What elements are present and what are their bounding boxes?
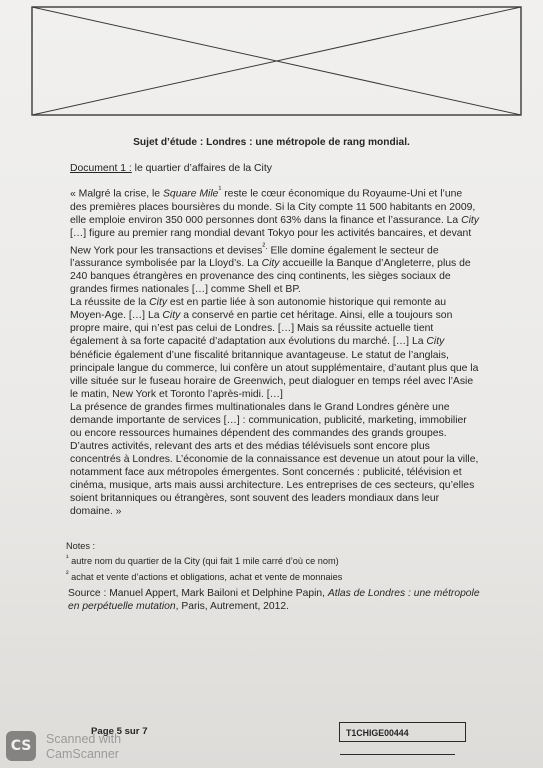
document-heading	[70, 163, 272, 174]
text-run: bénéficie également d’une fiscalité britannique avantageuse. Le statut de l’anglais, principale langue du commerce, lui confère un atout supplémentaire, d’autant plus que la ville située sur le fuseau horaire de Greenwich, peut dialoguer en temps réel avec l’Asie le matin, New York et Toronto l’après-midi. […]	[70, 349, 479, 400]
notes-heading: Notes :	[66, 541, 96, 551]
text-run: , Paris, Autrement, 2012.	[175, 601, 289, 612]
note-1	[66, 552, 342, 567]
text-run: reste le cœur économique du Royaume-Uni et l’une des premières places boursières du monde. Si la City compte 11 500 habitants en 2009, elle emploie environ 350 000 personnes dont 63% dans la finance et l’assurance. La	[70, 188, 476, 226]
text-run-italic: City	[461, 214, 479, 226]
text-run: a conservé en partie cet héritage. Ainsi, elle a toujours son propre maire, qui n’est pas celui de Londres. […] Mais sa réussite actuelle tient également à sa forte capacité d’adaptation aux évolutions du marché. […] La	[70, 310, 453, 348]
document-label: Document 1 :	[70, 163, 132, 174]
quote-paragraph-1	[70, 183, 480, 296]
quote-paragraph-3: La présence de grandes firmes multinationales dans le Grand Londres génère une demande importante de services […] : communication, publicité, marketing, immobilier ou encore ressources humaines dépendent des commandes des grands groupes. D’autres activités, relevant des arts et des médias télévisuels sont encore plus concentrés à Londres. L’économie de la connaissance est devenue un atout pour la ville, notamment face aux métropoles émergentes. Sont concernés : publicité, télévision et cinéma, musique, arts mais aussi architecture. Les entreprises de ces secteurs, qu’elles soient britanniques ou étrangères, sont souvent des leaders mondiaux dans leur domaine. »	[70, 401, 479, 518]
document-subtitle: le quartier d’affaires de la City	[131, 163, 272, 174]
text-run-italic: Square Mile	[162, 188, 219, 200]
signature-line	[340, 754, 455, 755]
footnote-mark: ¹	[218, 184, 222, 194]
text-run: « Malgré la crise, le	[70, 188, 163, 200]
footnote-mark: ¹	[66, 553, 69, 563]
watermark-line-2: CamScanner	[46, 747, 119, 761]
text-run: La réussite de la	[70, 297, 150, 309]
text-run: accueille la Banque d’Angleterre, plus de 240 banques étrangères en provenance des cinq continents, les sièges sociaux de grandes firmes nationales […] comme Shell et BP.	[70, 258, 471, 296]
note-text: autre nom du quartier de la City (qui fait 1 mile carré d’où ce nom)	[68, 556, 339, 567]
text-run-italic: City	[426, 336, 445, 348]
page-number: Page 5 sur 7	[91, 726, 148, 737]
page-title: Sujet d’étude : Londres : une métropole de rang mondial.	[133, 137, 410, 148]
source-citation	[68, 587, 488, 613]
camscanner-logo-icon: CS	[6, 731, 36, 761]
exam-code-box: T1CHIGE00444	[339, 722, 466, 742]
text-run-italic: City	[149, 297, 168, 309]
text-run: Source : Manuel Appert, Mark Bailoni et Delphine Papin,	[68, 588, 328, 599]
image-placeholder-box	[31, 6, 522, 116]
text-run: […] figure au premier rang mondial devant Tokyo pour les activités bancaires, et devant New York pour les transactions et devises	[70, 227, 472, 257]
footnote-mark: ².	[262, 240, 268, 251]
footnote-mark: ²	[66, 568, 69, 578]
text-run: est en partie liée à son autonomie historique qui remonte au Moyen-Age. […] La	[70, 297, 447, 322]
note-2	[66, 568, 342, 583]
text-run: Elle domine également le secteur de l’assurance symbolisée par la Lloyd’s. La	[70, 245, 439, 270]
quote-text	[70, 183, 480, 518]
text-run-italic: City	[162, 310, 181, 322]
camscanner-watermark	[0, 723, 150, 768]
watermark-line-1: Scanned with	[46, 732, 122, 746]
notes-section	[66, 541, 342, 583]
note-text: achat et vente d’actions et obligations, achat et vente de monnaies	[68, 571, 343, 582]
book-title: Atlas de Londres : une métropole en perpétuelle mutation	[68, 588, 480, 612]
text-run-italic: City	[261, 258, 280, 270]
quote-paragraph-2	[70, 296, 480, 400]
